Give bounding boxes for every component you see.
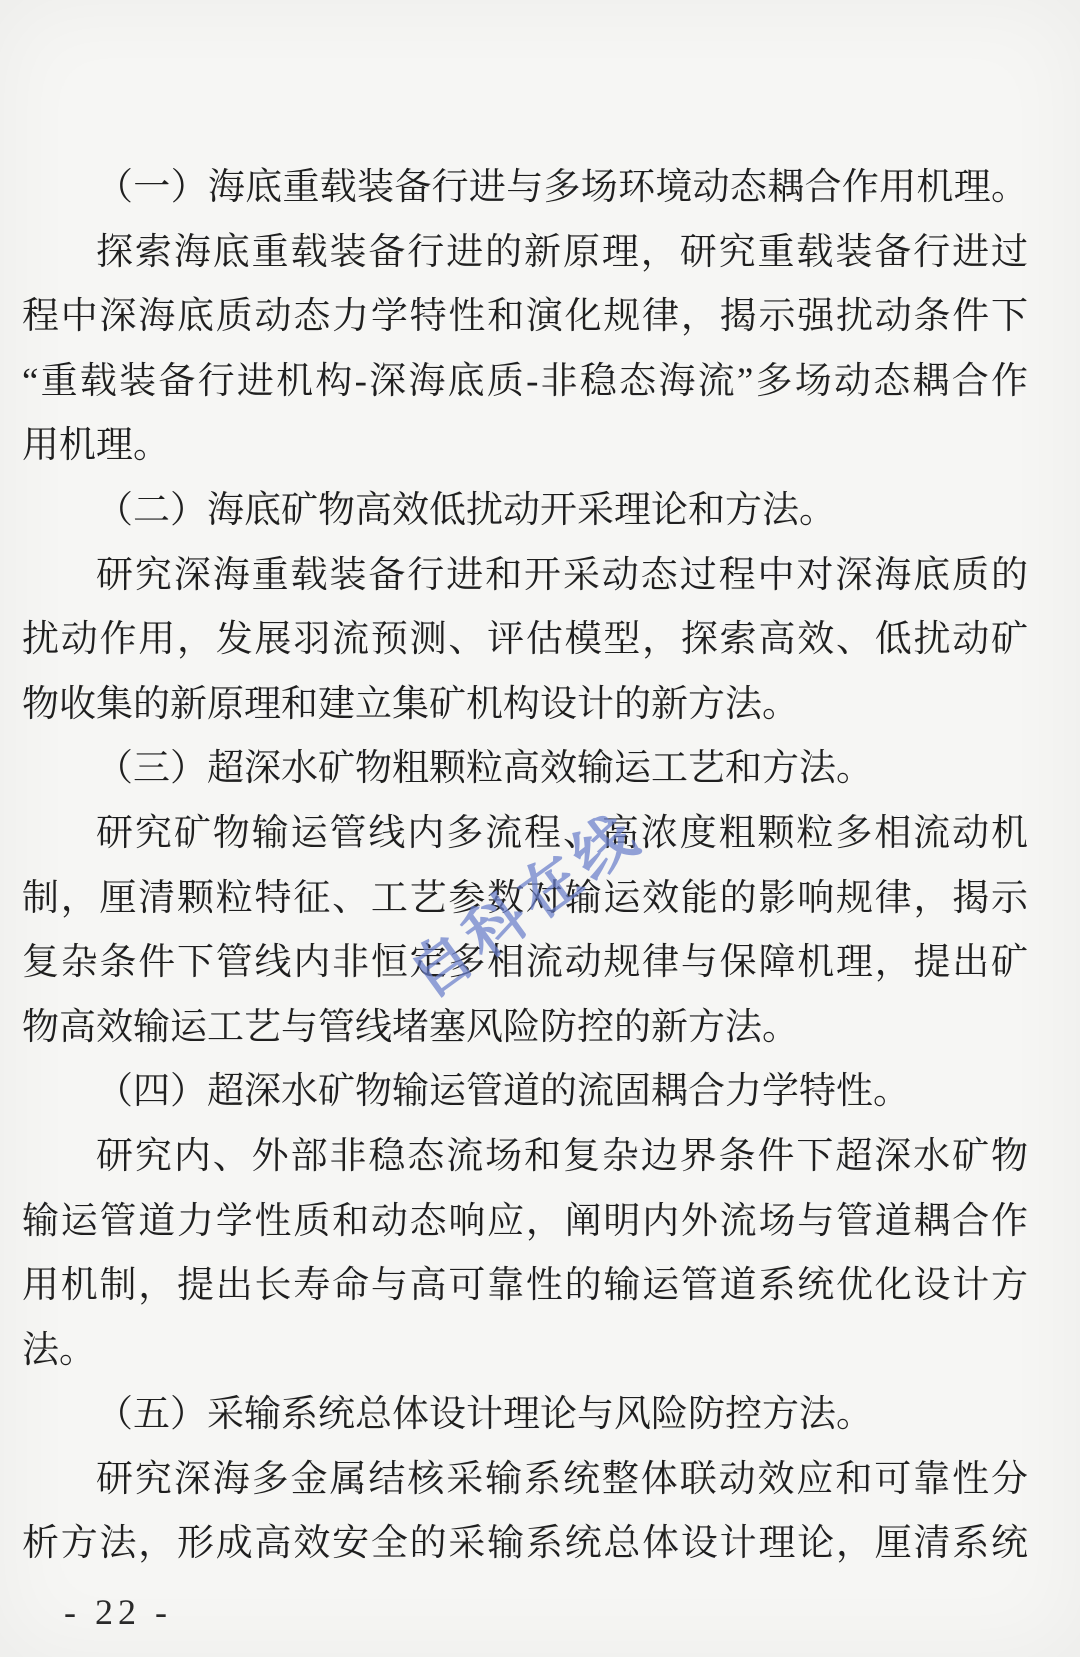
text-line: 法。 bbox=[22, 1329, 96, 1371]
text-line: 研究内、外部非稳态流场和复杂边界条件下超深水矿物 bbox=[96, 1135, 1028, 1177]
text-line: 扰动作用，发展羽流预测、评估模型，探索高效、低扰动矿 bbox=[22, 619, 1028, 661]
text-line: 程中深海底质动态力学特性和演化规律，揭示强扰动条件下 bbox=[22, 296, 1028, 338]
text-line: 探索海底重载装备行进的新原理，研究重载装备行进过 bbox=[96, 231, 1028, 273]
text-line: 析方法，形成高效安全的采输系统总体设计理论，厘清系统 bbox=[22, 1523, 1028, 1565]
page-number: - 22 - bbox=[64, 1592, 172, 1632]
text-line: 复杂条件下管线内非恒定多相流动规律与保障机理，提出矿 bbox=[22, 942, 1028, 984]
text-line: （一）海底重载装备行进与多场环境动态耦合作用机理。 bbox=[96, 167, 1028, 208]
text-line: 输运管道力学性质和动态响应，阐明内外流场与管道耦合作 bbox=[22, 1200, 1028, 1242]
text-line: （五）采输系统总体设计理论与风险防控方法。 bbox=[96, 1394, 873, 1436]
document-body bbox=[22, 156, 1028, 1577]
text-line: 用机理。 bbox=[22, 425, 170, 467]
watermark: 自科在线 bbox=[397, 798, 654, 1011]
text-line: （三）超深水矿物粗颗粒高效输运工艺和方法。 bbox=[96, 748, 873, 790]
text-line: 研究矿物输运管线内多流程、高浓度粗颗粒多相流动机 bbox=[96, 812, 1028, 854]
text-line: 制，厘清颗粒特征、工艺参数对输运效能的影响规律，揭示 bbox=[22, 877, 1028, 919]
text-line: 物高效输运工艺与管线堵塞风险防控的新方法。 bbox=[22, 1006, 799, 1048]
text-line: 研究深海多金属结核采输系统整体联动效应和可靠性分 bbox=[96, 1458, 1028, 1500]
text-line: （二）海底矿物高效低扰动开采理论和方法。 bbox=[96, 489, 836, 531]
text-line: “重载装备行进机构-深海底质-非稳态海流”多场动态耦合作 bbox=[22, 360, 1028, 402]
text-line: 用机制，提出长寿命与高可靠性的输运管道系统优化设计方 bbox=[22, 1265, 1028, 1307]
text-line: 物收集的新原理和建立集矿机构设计的新方法。 bbox=[22, 683, 799, 725]
text-line: 研究深海重载装备行进和开采动态过程中对深海底质的 bbox=[96, 554, 1028, 596]
text-line: （四）超深水矿物输运管道的流固耦合力学特性。 bbox=[96, 1071, 910, 1113]
